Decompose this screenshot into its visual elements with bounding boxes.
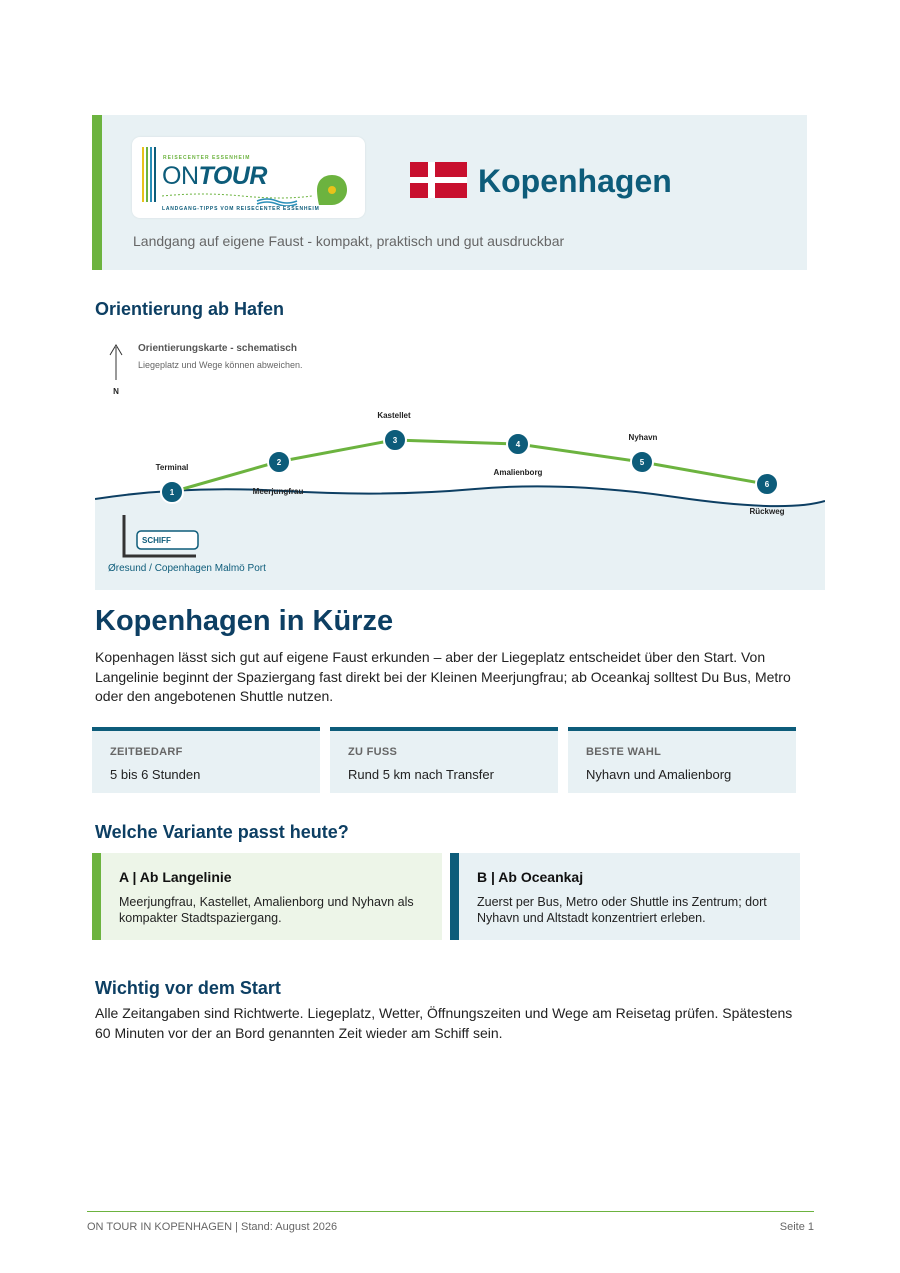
north-arrow-icon bbox=[110, 345, 122, 380]
stat-value: Nyhavn und Amalienborg bbox=[586, 767, 732, 782]
stat-label: BESTE WAHL bbox=[586, 746, 662, 758]
stop-1 bbox=[161, 481, 183, 503]
denmark-flag-icon bbox=[410, 162, 467, 198]
stop-5 bbox=[631, 451, 653, 473]
variant-a-title: A | Ab Langelinie bbox=[119, 869, 232, 885]
logo-wordmark-bold: TOUR bbox=[198, 162, 267, 190]
stop-6-label: Rückweg bbox=[749, 507, 785, 516]
footer-divider bbox=[87, 1211, 814, 1212]
stop-1-number: 1 bbox=[169, 488, 175, 497]
page-title: Kopenhagen bbox=[478, 163, 672, 199]
stop-3 bbox=[384, 429, 406, 451]
stat-card-walking bbox=[330, 727, 558, 793]
stat-card-best bbox=[568, 727, 796, 793]
map-title: Orientierungskarte - schematisch bbox=[138, 343, 297, 354]
stat-label: ZU FUSS bbox=[348, 746, 398, 758]
stop-2-label: Meerjungfrau bbox=[252, 487, 304, 496]
water-label: Øresund / Copenhagen Malmö Port bbox=[108, 563, 266, 574]
page-number: Seite 1 bbox=[779, 1221, 814, 1233]
variant-a-card bbox=[92, 853, 442, 940]
stop-2 bbox=[268, 451, 290, 473]
stop-6 bbox=[756, 473, 778, 495]
stop-4-label: Amalienborg bbox=[493, 468, 543, 477]
variant-b-card bbox=[450, 853, 800, 940]
stat-value: 5 bis 6 Stunden bbox=[110, 767, 201, 782]
variant-a-text: Meerjungfrau, Kastellet, Amalienborg und Nyhavn als kompakter Stadtspaziergang. bbox=[119, 895, 414, 925]
stop-5-number: 5 bbox=[639, 458, 645, 467]
stop-3-number: 3 bbox=[392, 436, 398, 445]
stat-card-time bbox=[92, 727, 320, 793]
variant-b-title: B | Ab Oceankaj bbox=[477, 869, 584, 885]
stat-value: Rund 5 km nach Transfer bbox=[348, 767, 494, 782]
on-tour-logo bbox=[132, 137, 365, 218]
page-subtitle: Landgang auf eigene Faust - kompakt, praktisch und gut ausdruckbar bbox=[133, 233, 565, 249]
walking-route bbox=[172, 440, 766, 492]
stat-label: ZEITBEDARF bbox=[110, 746, 183, 758]
important-text: Alle Zeitangaben sind Richtwerte. Liegeplatz, Wetter, Öffnungszeiten und Wege am Reisetag prüfen. Spätestens 60 Minuten vor der an Bord genannten Zeit wieder am Schiff sein. bbox=[95, 1005, 793, 1041]
header-card bbox=[92, 115, 807, 270]
north-label: N bbox=[113, 387, 119, 396]
stop-4 bbox=[507, 433, 529, 455]
orientation-heading: Orientierung ab Hafen bbox=[95, 299, 285, 319]
logo-stripes-icon bbox=[142, 147, 156, 202]
logo-wave-icon bbox=[162, 192, 312, 206]
summary-text: Kopenhagen lässt sich gut auf eigene Faust erkunden – aber der Liegeplatz entscheidet über den Start. Von Langelinie beginnt der Spaziergang fast direkt bei der Kleinen Meerjungfrau; ab Oceankaj solltest Du Bus, Metro oder den angebotenen Shuttle nutzen. bbox=[95, 649, 791, 704]
logo-top-text: REISECENTER ESSENHEIM bbox=[163, 155, 251, 161]
stop-6-number: 6 bbox=[764, 480, 770, 489]
logo-bottom-text: LANDGANG-TIPPS VOM REISECENTER ESSENHEIM bbox=[162, 206, 320, 212]
map-note: Liegeplatz und Wege können abweichen. bbox=[138, 360, 303, 370]
stop-4-number: 4 bbox=[515, 440, 521, 449]
logo-wordmark bbox=[162, 162, 267, 191]
footer-text: ON TOUR IN KOPENHAGEN | Stand: August 2026 bbox=[87, 1221, 338, 1233]
stop-5-label: Nyhavn bbox=[628, 433, 658, 442]
location-pin-icon bbox=[315, 173, 349, 207]
stop-1-label: Terminal bbox=[155, 463, 189, 472]
summary-heading: Kopenhagen in Kürze bbox=[95, 605, 394, 637]
variants-heading: Welche Variante passt heute? bbox=[95, 822, 349, 842]
important-heading: Wichtig vor dem Start bbox=[95, 978, 281, 998]
orientation-map bbox=[95, 335, 825, 590]
stop-3-label: Kastellet bbox=[377, 411, 411, 420]
variant-b-text: Zuerst per Bus, Metro oder Shuttle ins Zentrum; dort Nyhavn und Altstadt konzentriert erleben. bbox=[477, 895, 767, 925]
stop-2-number: 2 bbox=[276, 458, 282, 467]
ship-label: SCHIFF bbox=[142, 536, 171, 545]
logo-wordmark-light: ON bbox=[162, 162, 199, 190]
